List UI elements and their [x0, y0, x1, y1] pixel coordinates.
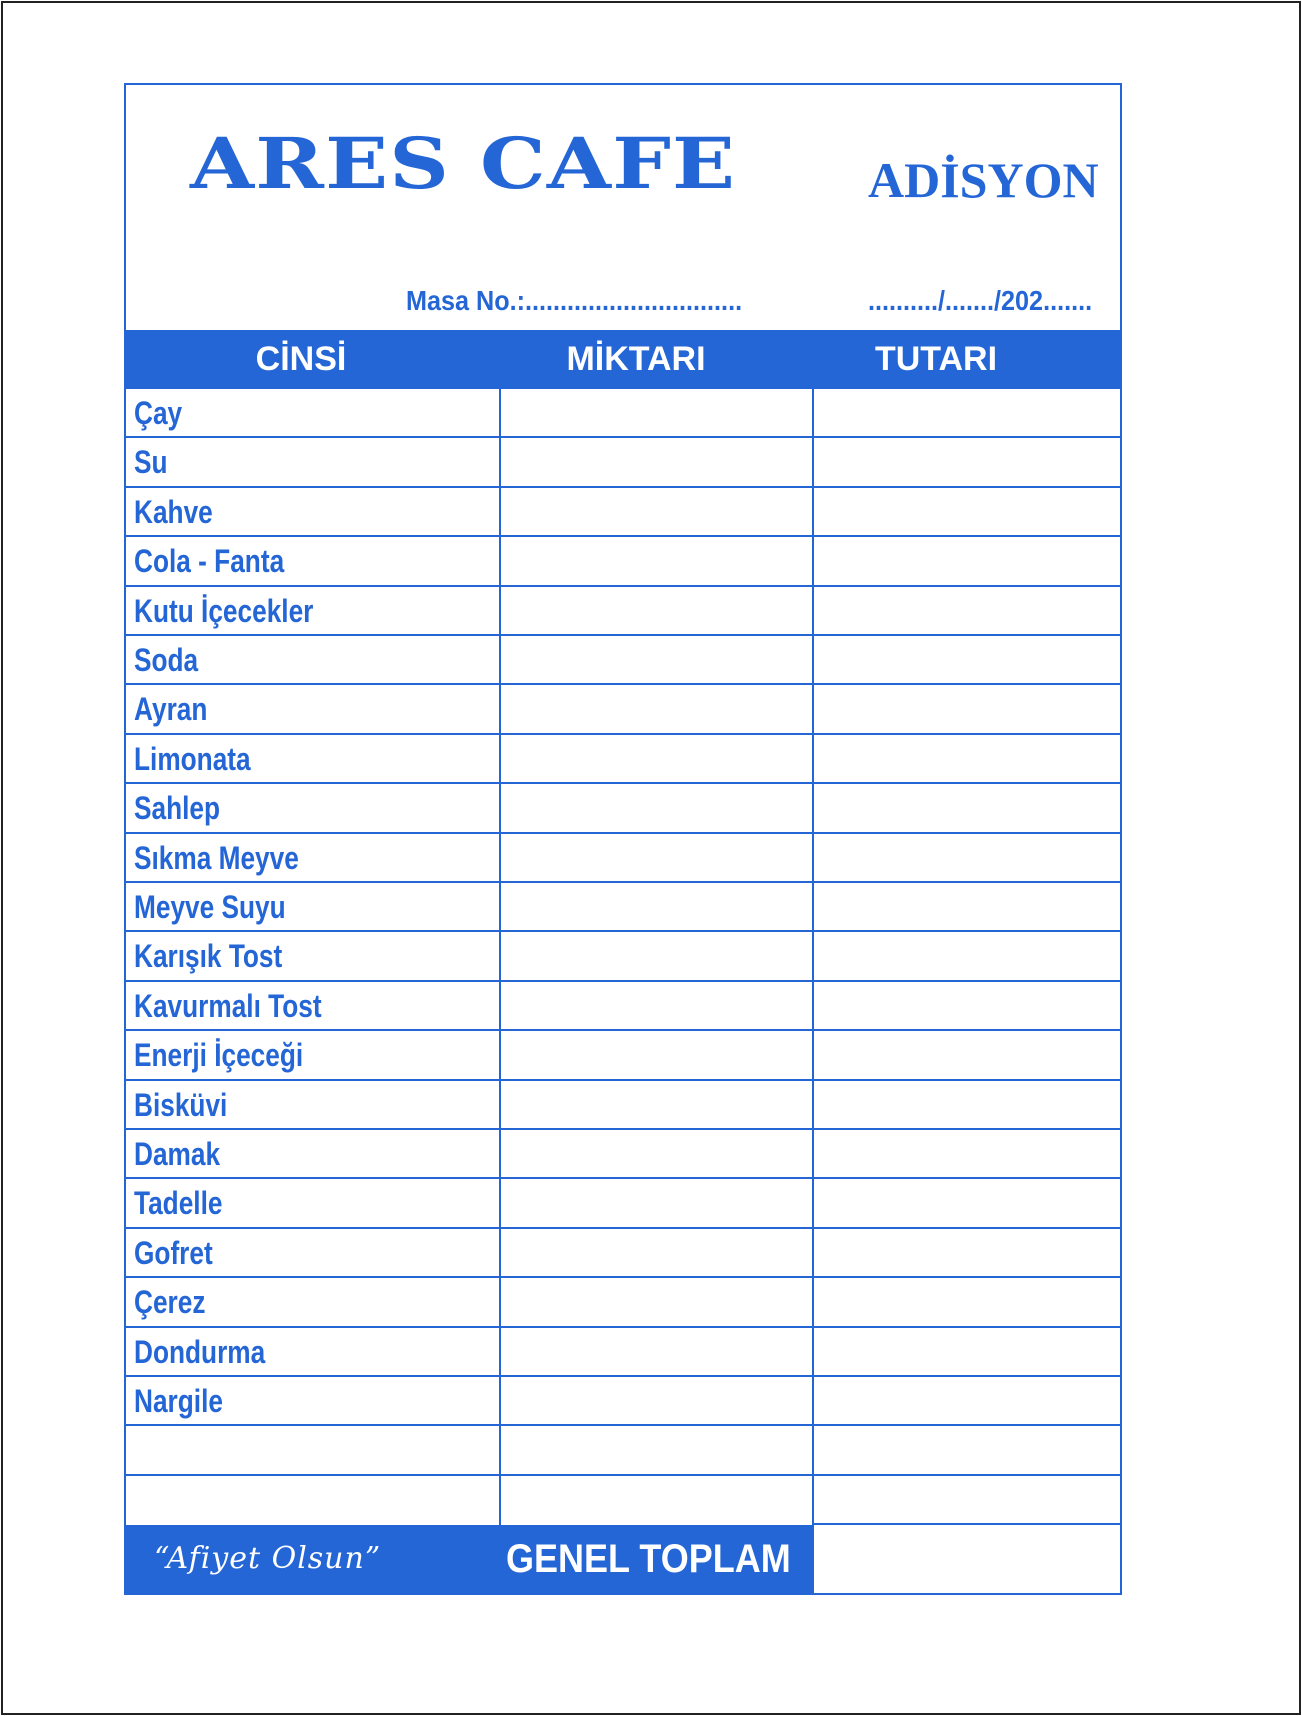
table-row: [126, 1179, 1120, 1228]
table-row: [126, 438, 1120, 487]
item-label: Sıkma Meyve: [134, 839, 299, 876]
table-row: [126, 883, 1120, 932]
date-field: ........../......./202.......: [868, 285, 1093, 316]
grand-total-cell: [812, 1523, 1120, 1593]
item-label: Meyve Suyu: [134, 889, 286, 925]
table-row: [126, 1476, 1120, 1525]
table-row: [126, 982, 1120, 1031]
column-header-item: CİNSİ: [255, 340, 347, 378]
item-label: Bisküvi: [134, 1086, 228, 1123]
table-row: [126, 537, 1120, 586]
item-label: Karışık Tost: [134, 938, 283, 975]
receipt-sheet: [124, 83, 1122, 1595]
item-label: Çerez: [134, 1284, 206, 1321]
grand-total-label: GENEL TOPLAM: [506, 1537, 791, 1581]
item-label: Tadelle: [134, 1185, 223, 1222]
table-row: [126, 834, 1120, 883]
table-row: [126, 1130, 1120, 1179]
item-label: Kutu İçecekler: [134, 592, 314, 629]
item-label: Kavurmalı Tost: [134, 987, 322, 1024]
item-label: Ayran: [134, 691, 208, 728]
table-row: [126, 932, 1120, 981]
item-label: Çay: [134, 395, 183, 431]
table-row: [126, 1031, 1120, 1080]
table-row: [126, 488, 1120, 537]
table-row: [126, 735, 1120, 784]
table-row: [126, 1278, 1120, 1327]
table-row: [126, 1229, 1120, 1278]
table-row: [126, 784, 1120, 833]
column-divider-1: [499, 389, 501, 1525]
table-row: [126, 1377, 1120, 1426]
item-label: Damak: [134, 1136, 221, 1172]
table-row: [126, 685, 1120, 734]
item-label: Cola - Fanta: [134, 543, 285, 580]
item-label: Su: [134, 444, 168, 481]
item-label: Kahve: [134, 493, 213, 530]
table-row: [126, 389, 1120, 438]
footer-bar: [126, 1525, 812, 1593]
column-divider-2: [812, 389, 814, 1525]
table-row: [126, 1081, 1120, 1130]
item-label: Gofret: [134, 1234, 213, 1271]
document-type: ADİSYON: [868, 152, 1099, 208]
table-number-field: Masa No.:...............................: [406, 285, 743, 316]
item-label: Enerji İçeceği: [134, 1037, 304, 1074]
item-label: Soda: [134, 642, 199, 678]
column-header-bar: [126, 330, 1120, 389]
table-row: [126, 636, 1120, 685]
column-header-amount: TUTARI: [874, 340, 998, 378]
brand-title: ARES CAFE: [190, 122, 737, 205]
table-row: [126, 587, 1120, 636]
item-label: Nargile: [134, 1383, 223, 1419]
footer-note: “Afiyet Olsun”: [154, 1541, 382, 1576]
item-label: Limonata: [134, 740, 251, 777]
item-label: Dondurma: [134, 1333, 266, 1370]
item-label: Sahlep: [134, 790, 221, 827]
column-header-quantity: MİKTARI: [566, 340, 706, 378]
table-row: [126, 1426, 1120, 1475]
table-row: [126, 1328, 1120, 1377]
